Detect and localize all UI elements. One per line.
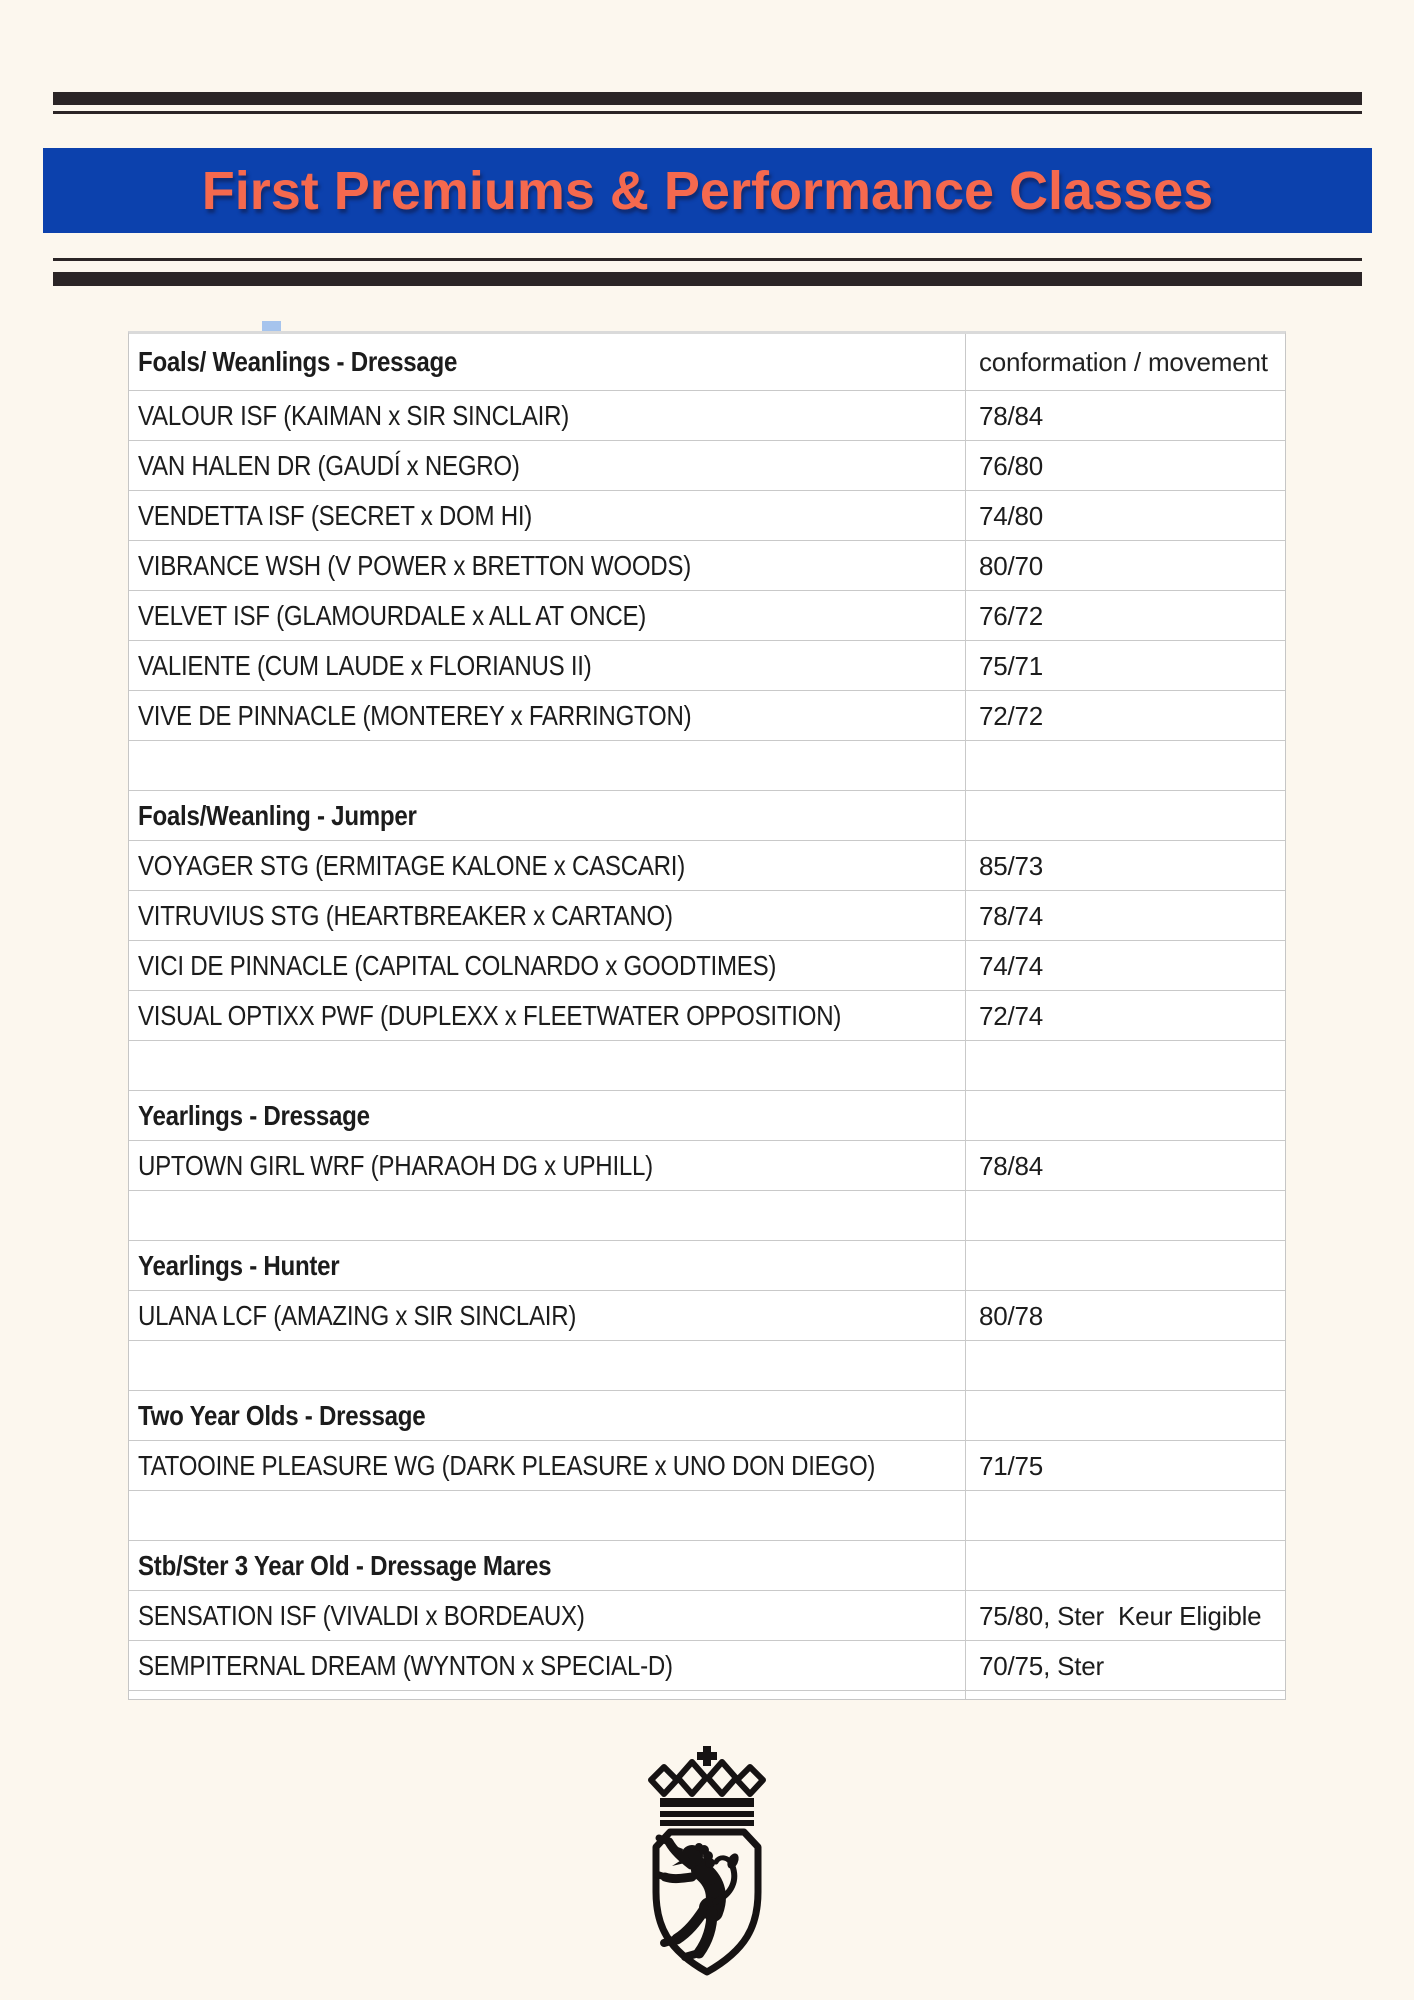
horse-name-cell (129, 1191, 966, 1240)
horse-name: UPTOWN GIRL WRF (PHARAOH DG x UPHILL) (138, 1149, 653, 1181)
score-value: 71/75 (979, 1450, 1044, 1481)
score-cell (966, 891, 1285, 940)
horse-name: VALOUR ISF (KAIMAN x SIR SINCLAIR) (138, 399, 569, 431)
score-cell (966, 1641, 1285, 1690)
title-banner (43, 148, 1372, 233)
horse-name-cell (129, 641, 966, 690)
score-cell (966, 491, 1285, 540)
score-cell (966, 741, 1285, 790)
score-cell (966, 1591, 1285, 1640)
horse-name-cell (129, 941, 966, 990)
horse-name-cell (129, 1491, 966, 1540)
score-value: 78/74 (979, 900, 1044, 931)
score-value: 74/74 (979, 950, 1044, 981)
horse-name-cell (129, 541, 966, 590)
score-value: 78/84 (979, 400, 1044, 431)
section-title: Foals/Weanling - Jumper (138, 799, 417, 831)
section-header-row (129, 1241, 1285, 1291)
horse-name-cell (129, 891, 966, 940)
score-cell (966, 1541, 1285, 1590)
horse-name-cell (129, 491, 966, 540)
horse-name-cell (129, 1441, 966, 1490)
section-header-row (129, 791, 1285, 841)
score-cell (966, 1341, 1285, 1390)
score-value: 72/74 (979, 1000, 1044, 1031)
section-title: Two Year Olds - Dressage (138, 1399, 426, 1431)
horse-name: VITRUVIUS STG (HEARTBREAKER x CARTANO) (138, 899, 673, 931)
horse-name: VAN HALEN DR (GAUDÍ x NEGRO) (138, 449, 520, 481)
score-cell (966, 1191, 1285, 1240)
horse-name-cell (129, 1091, 966, 1140)
horse-name: VALIENTE (CUM LAUDE x FLORIANUS II) (138, 649, 592, 681)
section-header-row (129, 1541, 1285, 1591)
score-value: 80/78 (979, 1300, 1044, 1331)
horse-name-cell (129, 1041, 966, 1090)
score-value: 78/84 (979, 1150, 1044, 1181)
section-title: Yearlings - Hunter (138, 1249, 340, 1281)
table-row (129, 841, 1285, 891)
horse-name-cell (129, 1241, 966, 1290)
score-value: 75/80, Ster Keur Eligible (979, 1600, 1262, 1631)
score-cell (966, 991, 1285, 1040)
score-value: 80/70 (979, 550, 1044, 581)
bottom-thin-rule (53, 258, 1362, 261)
score-cell (966, 641, 1285, 690)
horse-name: VICI DE PINNACLE (CAPITAL COLNARDO x GOODTIMES) (138, 949, 777, 981)
partial-row (129, 1691, 1285, 1699)
score-cell (966, 391, 1285, 440)
score-value: 76/80 (979, 450, 1044, 481)
score-value: 85/73 (979, 850, 1044, 881)
score-cell (966, 1241, 1285, 1290)
score-value: 70/75, Ster (979, 1650, 1104, 1681)
table-row (129, 641, 1285, 691)
page-title: First Premiums & Performance Classes (201, 160, 1214, 221)
spacer-row (129, 1191, 1285, 1241)
table-row (129, 491, 1285, 541)
score-cell (966, 791, 1285, 840)
spacer-row (129, 1491, 1285, 1541)
top-thick-bar (53, 92, 1362, 105)
table-row (129, 591, 1285, 641)
horse-name-cell (129, 1691, 966, 1699)
table-row (129, 1291, 1285, 1341)
horse-name: VIBRANCE WSH (V POWER x BRETTON WOODS) (138, 549, 691, 581)
horse-name-cell (129, 991, 966, 1040)
table-row (129, 691, 1285, 741)
table-row (129, 991, 1285, 1041)
spacer-row (129, 741, 1285, 791)
score-cell (966, 1041, 1285, 1090)
horse-name-cell (129, 1391, 966, 1440)
section-title: Stb/Ster 3 Year Old - Dressage Mares (138, 1549, 552, 1581)
score-cell (966, 1141, 1285, 1190)
score-value: 74/80 (979, 500, 1044, 531)
score-cell (966, 1691, 1285, 1699)
horse-name-cell (129, 691, 966, 740)
horse-name: VISUAL OPTIXX PWF (DUPLEXX x FLEETWATER OPPOSITION) (138, 999, 842, 1031)
spacer-row (129, 1041, 1285, 1091)
horse-name-cell (129, 1641, 966, 1690)
score-cell (966, 941, 1285, 990)
horse-name-cell (129, 591, 966, 640)
table-row (129, 541, 1285, 591)
section-title: Yearlings - Dressage (138, 1099, 370, 1131)
horse-name-cell (129, 1541, 966, 1590)
score-cell (966, 691, 1285, 740)
results-table (128, 331, 1286, 1700)
table-row (129, 941, 1285, 991)
horse-name-cell (129, 1341, 966, 1390)
horse-name: ULANA LCF (AMAZING x SIR SINCLAIR) (138, 1299, 577, 1331)
horse-name-cell (129, 391, 966, 440)
score-cell (966, 1491, 1285, 1540)
score-cell (966, 1291, 1285, 1340)
spacer-row (129, 1341, 1285, 1391)
crowned-lion-shield-icon (644, 1744, 770, 1984)
horse-name: SEMPITERNAL DREAM (WYNTON x SPECIAL-D) (138, 1649, 673, 1681)
score-value: 75/71 (979, 650, 1044, 681)
score-value: 72/72 (979, 700, 1044, 731)
score-cell (966, 1091, 1285, 1140)
score-value: 76/72 (979, 600, 1044, 631)
column-header-row (129, 334, 1285, 391)
table-row (129, 1441, 1285, 1491)
table-row (129, 1141, 1285, 1191)
table-row (129, 391, 1285, 441)
score-cell (966, 591, 1285, 640)
section-header-row (129, 1391, 1285, 1441)
score-cell (966, 334, 1285, 390)
table-row (129, 891, 1285, 941)
horse-name-cell (129, 334, 966, 390)
score-cell (966, 541, 1285, 590)
table-row (129, 441, 1285, 491)
top-thin-rule (53, 111, 1362, 114)
horse-name-cell (129, 1291, 966, 1340)
horse-name: VENDETTA ISF (SECRET x DOM HI) (138, 499, 533, 531)
horse-name-cell (129, 1141, 966, 1190)
horse-name-cell (129, 841, 966, 890)
table-row (129, 1591, 1285, 1641)
table-row (129, 1641, 1285, 1691)
horse-name: VOYAGER STG (ERMITAGE KALONE x CASCARI) (138, 849, 686, 881)
score-cell (966, 1441, 1285, 1490)
crowned-lion-shield-logo (644, 1744, 770, 1984)
score-cell (966, 841, 1285, 890)
section-title: Foals/ Weanlings - Dressage (138, 346, 458, 377)
horse-name: TATOOINE PLEASURE WG (DARK PLEASURE x UNO DON DIEGO) (138, 1449, 876, 1481)
score-cell (966, 441, 1285, 490)
horse-name-cell (129, 1591, 966, 1640)
horse-name: VIVE DE PINNACLE (MONTEREY x FARRINGTON) (138, 699, 692, 731)
horse-name: VELVET ISF (GLAMOURDALE x ALL AT ONCE) (138, 599, 647, 631)
horse-name-cell (129, 441, 966, 490)
horse-name: SENSATION ISF (VIVALDI x BORDEAUX) (138, 1599, 585, 1631)
score-cell (966, 1391, 1285, 1440)
score-column-header: conformation / movement (979, 347, 1268, 377)
horse-name-cell (129, 741, 966, 790)
section-header-row (129, 1091, 1285, 1141)
horse-name-cell (129, 791, 966, 840)
bottom-thick-bar (53, 272, 1362, 286)
